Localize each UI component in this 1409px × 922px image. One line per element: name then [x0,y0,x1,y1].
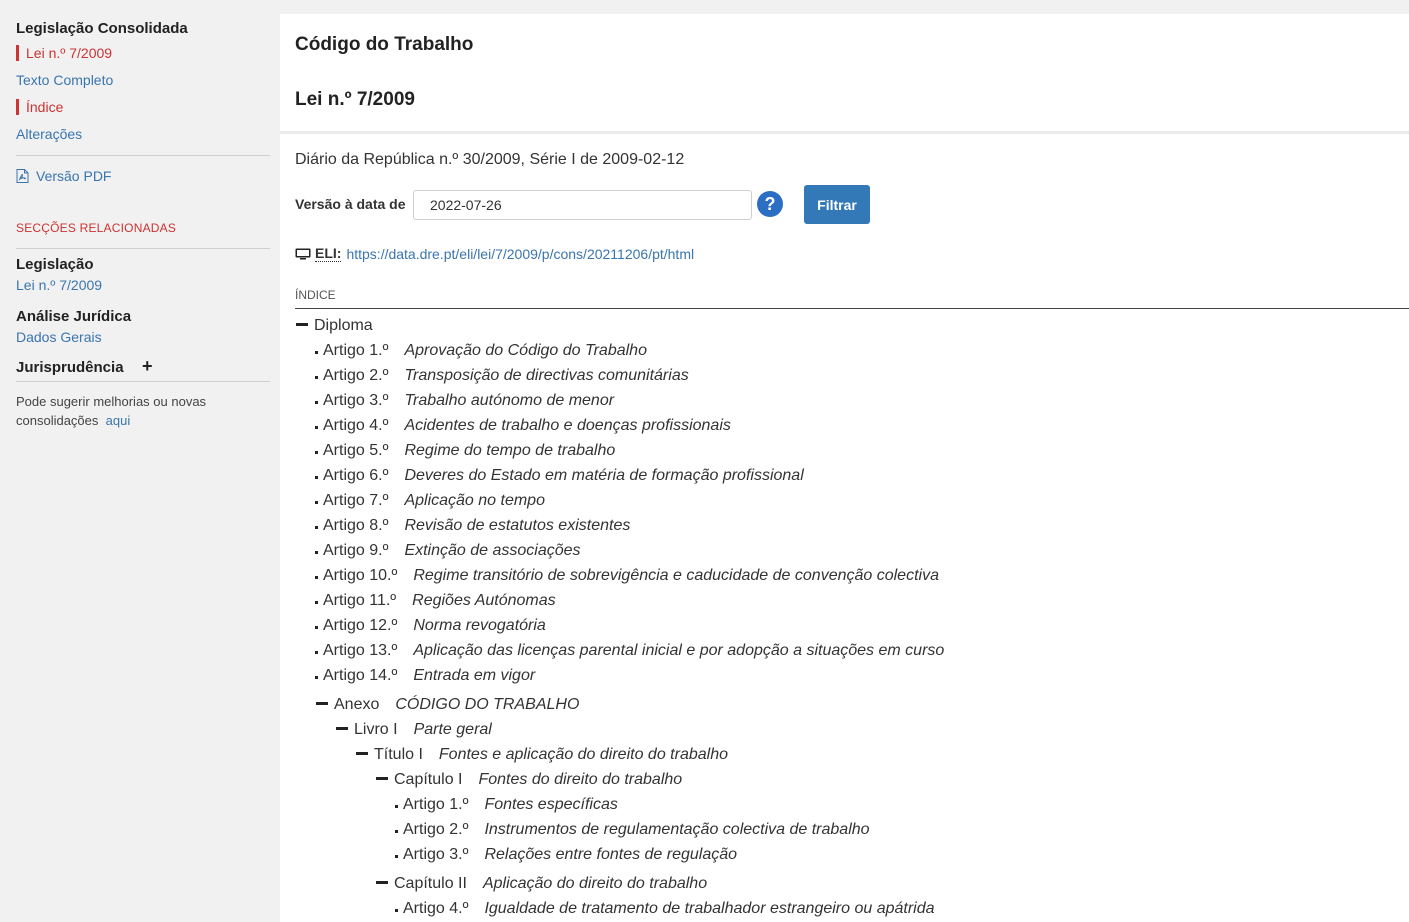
jurisprudencia-heading: Jurisprudência [16,359,124,376]
diario-reference: Diário da República n.º 30/2009, Série I de 2009-02-12 [295,151,685,168]
version-date-input[interactable] [413,190,752,220]
eli-label: ELI: [315,245,342,261]
tree-item-description: Revisão de estatutos existentes [404,517,631,534]
divider [16,155,270,156]
tree-article-item[interactable] [395,821,870,839]
tree-item-description: Fontes específicas [484,796,618,813]
tree-article-item[interactable] [315,617,546,635]
tree-item-description: Aplicação do direito do trabalho [482,875,708,892]
tree-item-label: Artigo 6.º [323,467,389,484]
tree-item-description: CÓDIGO DO TRABALHO [395,696,580,713]
version-date-label: Versão à data de [295,196,406,212]
bullet-icon [315,501,318,504]
page-subtitle: Lei n.º 7/2009 [295,89,415,110]
tree-item-label: Artigo 4.º [323,417,389,434]
sidebar [0,0,280,922]
collapse-minus-icon[interactable] [376,777,388,780]
tree-item-description: Entrada em vigor [413,667,536,684]
tree-item-label: Artigo 10.º [323,567,398,584]
eli-link[interactable]: https://data.dre.pt/eli/lei/7/2009/p/cons/20211206/pt/html [346,245,695,262]
tree-article-item[interactable] [315,392,614,410]
pdf-version-link[interactable] [16,168,270,184]
jurisprudencia-row[interactable] [16,356,270,377]
tree-item-description: Regime do tempo de trabalho [404,442,616,459]
tree-article-item[interactable] [315,417,731,435]
tree-article-item[interactable] [315,542,581,560]
bullet-icon [315,376,318,379]
tree-article-item[interactable] [315,342,647,360]
tree-item-description: Igualdade de tratamento de trabalhador estrangeiro ou apátrida [484,900,935,917]
tree-article-item[interactable] [315,567,939,585]
help-icon[interactable]: ? [757,191,783,217]
sidebar-item-alteracoes[interactable]: Alterações [16,126,83,142]
tree-item-label: Artigo 12.º [323,617,398,634]
filter-button[interactable]: Filtrar [804,185,870,224]
tree-item-label: Artigo 13.º [323,642,398,659]
tree-item-description: Parte geral [413,721,492,738]
tree-item-label: Artigo 14.º [323,667,398,684]
tree-item-label: Diploma [314,317,373,334]
bullet-icon [315,476,318,479]
tree-item-description: Instrumentos de regulamentação colectiva de trabalho [484,821,870,838]
version-filter [295,183,1409,243]
collapse-minus-icon[interactable] [376,881,388,884]
bullet-icon [315,551,318,554]
tree-group-item[interactable] [316,696,579,714]
tree-item-description: Aprovação do Código do Trabalho [404,342,647,359]
sidebar-item-texto-completo[interactable]: Texto Completo [16,72,114,88]
tree-group-item[interactable] [376,875,707,893]
tree-item-label: Livro I [354,721,398,738]
tree-item-label: Artigo 2.º [403,821,469,838]
tree-article-item[interactable] [395,900,935,918]
tree-item-description: Deveres do Estado em matéria de formação profissional [404,467,804,484]
index-tree [295,309,1409,917]
sidebar-item-indice[interactable]: Índice [16,99,270,115]
tree-item-label: Anexo [334,696,380,713]
bullet-icon [315,576,318,579]
tree-item-description: Regiões Autónomas [412,592,556,609]
analise-dados-gerais-link[interactable]: Dados Gerais [16,329,102,345]
divider [16,381,270,382]
bullet-icon [315,451,318,454]
tree-item-description: Norma revogatória [413,617,546,634]
bullet-icon [395,805,398,808]
tree-article-item[interactable] [315,442,615,460]
tree-item-label: Artigo 4.º [403,900,469,917]
document-header [280,14,1409,134]
related-sections-caption: SECÇÕES RELACIONADAS [16,221,177,235]
tree-item-description: Extinção de associações [404,542,581,559]
tree-group-item[interactable] [296,317,389,335]
bullet-icon [315,526,318,529]
sidebar-item-lei[interactable]: Lei n.º 7/2009 [16,45,270,61]
suggest-link[interactable]: aqui [105,413,131,428]
bullet-icon [395,909,398,912]
tree-article-item[interactable] [395,846,737,864]
monitor-icon [295,248,311,260]
tree-item-description: Fontes e aplicação do direito do trabalho [438,746,728,763]
tree-item-description: Acidentes de trabalho e doenças profissionais [404,417,731,434]
bullet-icon [315,676,318,679]
tree-item-description: Aplicação das licenças parental inicial e por adopção a situações em curso [413,642,945,659]
tree-item-description: Aplicação no tempo [404,492,545,509]
tree-article-item[interactable] [315,467,804,485]
tree-item-label: Artigo 11.º [323,592,397,609]
tree-item-label: Artigo 1.º [403,796,469,813]
tree-item-description: Relações entre fontes de regulação [484,846,738,863]
suggest-text-block [16,392,226,430]
legislacao-heading: Legislação [16,256,94,273]
tree-item-label: Artigo 8.º [323,517,389,534]
sidebar-heading: Legislação Consolidada [16,20,188,37]
tree-item-description: Transposição de directivas comunitárias [404,367,689,384]
tree-item-label: Artigo 5.º [323,442,389,459]
tree-item-label: Artigo 3.º [323,392,389,409]
tree-article-item[interactable] [315,492,545,510]
divider [16,248,270,249]
tree-item-label: Artigo 2.º [323,367,389,384]
collapse-minus-icon[interactable] [356,752,368,755]
bullet-icon [315,626,318,629]
collapse-minus-icon[interactable] [296,323,308,326]
tree-group-item[interactable] [376,771,682,789]
suggest-text: Pode sugerir melhorias ou novas consolidações [16,394,207,428]
tree-item-description: Regime transitório de sobrevigência e caducidade de convenção colectiva [413,567,939,584]
tree-item-label: Capítulo I [394,771,463,788]
tree-article-item[interactable] [315,592,556,610]
tree-article-item[interactable] [395,796,618,814]
tree-item-label: Artigo 1.º [323,342,389,359]
bullet-icon [315,401,318,404]
main-content [280,14,1409,922]
tree-article-item[interactable] [315,667,535,685]
index-caption: ÍNDICE [295,288,1409,309]
page-title: Código do Trabalho [295,34,474,55]
tree-group-item[interactable] [336,721,492,739]
tree-item-label: Título I [374,746,423,763]
bullet-icon [315,426,318,429]
tree-item-description: Trabalho autónomo de menor [404,392,615,409]
tree-item-description: Fontes do direito do trabalho [478,771,683,788]
pdf-file-icon [16,169,29,183]
tree-article-item[interactable] [315,367,689,385]
bullet-icon [315,601,318,604]
legislacao-link[interactable]: Lei n.º 7/2009 [16,277,103,293]
pdf-version-label[interactable]: Versão PDF [36,168,112,184]
bullet-icon [395,830,398,833]
bullet-icon [315,351,318,354]
tree-article-item[interactable] [315,642,944,660]
tree-article-item[interactable] [315,517,630,535]
analise-heading: Análise Jurídica [16,308,132,325]
tree-item-label: Artigo 3.º [403,846,469,863]
tree-item-label: Capítulo II [394,875,467,892]
collapse-minus-icon[interactable] [336,727,348,730]
bullet-icon [395,855,398,858]
collapse-minus-icon[interactable] [316,702,328,705]
tree-group-item[interactable] [356,746,728,764]
eli-row [295,245,1409,262]
expand-plus-icon[interactable]: + [142,356,153,376]
tree-item-label: Artigo 7.º [323,492,389,509]
tree-item-label: Artigo 9.º [323,542,389,559]
bullet-icon [315,651,318,654]
document-body [280,134,1409,917]
